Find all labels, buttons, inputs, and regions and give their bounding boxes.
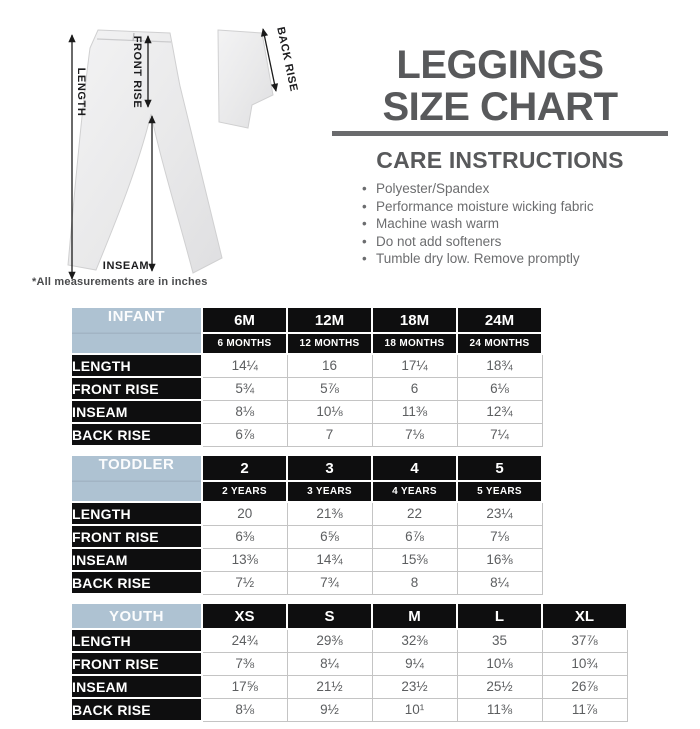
leggings-back-shape — [218, 30, 273, 128]
care-list — [362, 180, 668, 268]
size-value: 7⅜ — [202, 652, 287, 675]
size-table-youth — [70, 602, 628, 722]
size-value: 35 — [457, 629, 542, 652]
column-header: 24M — [457, 307, 542, 333]
size-value: 17⅝ — [202, 675, 287, 698]
measure-label: INSEAM — [71, 675, 202, 698]
measure-label: LENGTH — [71, 629, 202, 652]
size-value: 5⅞ — [287, 377, 372, 400]
measure-label: BACK RISE — [71, 571, 202, 594]
size-value: 7½ — [202, 571, 287, 594]
table-row — [71, 652, 627, 675]
table-row — [71, 502, 542, 525]
table-row — [71, 377, 542, 400]
size-value: 6⅜ — [202, 525, 287, 548]
table-row — [71, 400, 542, 423]
column-header: M — [372, 603, 457, 629]
care-item: • Do not add softeners — [362, 233, 668, 251]
size-value: 17¼ — [372, 354, 457, 377]
size-value: 6⅛ — [457, 377, 542, 400]
group-header: YOUTH — [71, 603, 202, 629]
size-value: 12¾ — [457, 400, 542, 423]
page-title-line2: SIZE CHART — [382, 85, 618, 129]
column-subheader: 12 MONTHS — [287, 333, 372, 354]
size-value: 16 — [287, 354, 372, 377]
size-value: 29⅜ — [287, 629, 372, 652]
measure-label: FRONT RISE — [71, 652, 202, 675]
column-header: 5 — [457, 455, 542, 481]
size-value: 37⅞ — [542, 629, 627, 652]
column-header: 12M — [287, 307, 372, 333]
size-value: 16⅜ — [457, 548, 542, 571]
column-subheader: 5 YEARS — [457, 481, 542, 502]
size-value: 32⅜ — [372, 629, 457, 652]
size-value: 10¾ — [542, 652, 627, 675]
table-row — [71, 354, 542, 377]
size-value: 21½ — [287, 675, 372, 698]
size-value: 23½ — [372, 675, 457, 698]
column-subheader: 2 YEARS — [202, 481, 287, 502]
leggings-front-shape — [68, 30, 222, 273]
group-header: INFANT — [71, 307, 202, 354]
size-value: 21⅜ — [287, 502, 372, 525]
column-header: L — [457, 603, 542, 629]
measure-label: LENGTH — [71, 354, 202, 377]
size-value: 6⅞ — [202, 423, 287, 446]
care-item: • Tumble dry low. Remove promptly — [362, 250, 668, 268]
leggings-diagram-svg — [30, 8, 310, 290]
measure-label: BACK RISE — [71, 698, 202, 721]
size-value: 14¾ — [287, 548, 372, 571]
size-table-toddler — [70, 454, 543, 595]
column-subheader: 6 MONTHS — [202, 333, 287, 354]
measure-label: FRONT RISE — [71, 525, 202, 548]
column-subheader: 24 MONTHS — [457, 333, 542, 354]
size-value: 8⅛ — [202, 698, 287, 721]
group-header: TODDLER — [71, 455, 202, 502]
size-value: 18¾ — [457, 354, 542, 377]
table-row — [71, 548, 542, 571]
table-row — [71, 675, 627, 698]
column-subheader: 18 MONTHS — [372, 333, 457, 354]
size-value: 9½ — [287, 698, 372, 721]
size-value: 6⅝ — [287, 525, 372, 548]
size-value: 15⅜ — [372, 548, 457, 571]
table-row — [71, 571, 542, 594]
column-subheader: 4 YEARS — [372, 481, 457, 502]
size-value: 8¼ — [457, 571, 542, 594]
size-value: 5¾ — [202, 377, 287, 400]
care-item: • Machine wash warm — [362, 215, 668, 233]
front-rise-label: FRONT RISE — [131, 35, 143, 109]
size-table-infant — [70, 306, 543, 447]
size-value: 11⅜ — [372, 400, 457, 423]
table-row — [71, 525, 542, 548]
size-value: 6⅞ — [372, 525, 457, 548]
column-header: S — [287, 603, 372, 629]
size-value: 9¼ — [372, 652, 457, 675]
leggings-diagram — [30, 8, 310, 290]
column-header: 3 — [287, 455, 372, 481]
column-header: 18M — [372, 307, 457, 333]
column-header: XL — [542, 603, 627, 629]
size-value: 20 — [202, 502, 287, 525]
table-row — [71, 698, 627, 721]
inseam-label: INSEAM — [102, 260, 150, 272]
size-value: 14¼ — [202, 354, 287, 377]
size-value: 7⅛ — [457, 525, 542, 548]
size-value: 26⅞ — [542, 675, 627, 698]
column-header: XS — [202, 603, 287, 629]
size-value: 8 — [372, 571, 457, 594]
column-header: 6M — [202, 307, 287, 333]
size-value: 8¼ — [287, 652, 372, 675]
size-value: 7¼ — [457, 423, 542, 446]
size-value: 8⅛ — [202, 400, 287, 423]
measure-label: LENGTH — [71, 502, 202, 525]
size-value: 13⅜ — [202, 548, 287, 571]
measurement-note: *All measurements are in inches — [32, 276, 208, 288]
measure-label: INSEAM — [71, 548, 202, 571]
back-rise-label: BACK RISE — [274, 25, 300, 93]
size-value: 7¾ — [287, 571, 372, 594]
length-label: LENGTH — [75, 67, 87, 117]
table-row — [71, 629, 627, 652]
size-value: 11⅞ — [542, 698, 627, 721]
size-value: 7 — [287, 423, 372, 446]
column-subheader: 3 YEARS — [287, 481, 372, 502]
size-value: 23¼ — [457, 502, 542, 525]
size-value: 24¾ — [202, 629, 287, 652]
column-header: 4 — [372, 455, 457, 481]
size-value: 10⅛ — [457, 652, 542, 675]
size-value: 11⅜ — [457, 698, 542, 721]
page-title-line1: LEGGINGS — [396, 43, 604, 87]
size-value: 10¹ — [372, 698, 457, 721]
measure-label: FRONT RISE — [71, 377, 202, 400]
title-divider-bar — [332, 131, 668, 136]
table-row — [71, 423, 542, 446]
measure-label: INSEAM — [71, 400, 202, 423]
size-value: 7⅛ — [372, 423, 457, 446]
measure-label: BACK RISE — [71, 423, 202, 446]
size-tables — [70, 306, 628, 729]
size-value: 22 — [372, 502, 457, 525]
size-value: 25½ — [457, 675, 542, 698]
size-value: 10⅛ — [287, 400, 372, 423]
title-block — [332, 44, 668, 268]
size-value: 6 — [372, 377, 457, 400]
column-header: 2 — [202, 455, 287, 481]
care-item: • Polyester/Spandex — [362, 180, 668, 198]
care-instructions-heading: CARE INSTRUCTIONS — [376, 147, 624, 173]
care-item: • Performance moisture wicking fabric — [362, 198, 668, 216]
